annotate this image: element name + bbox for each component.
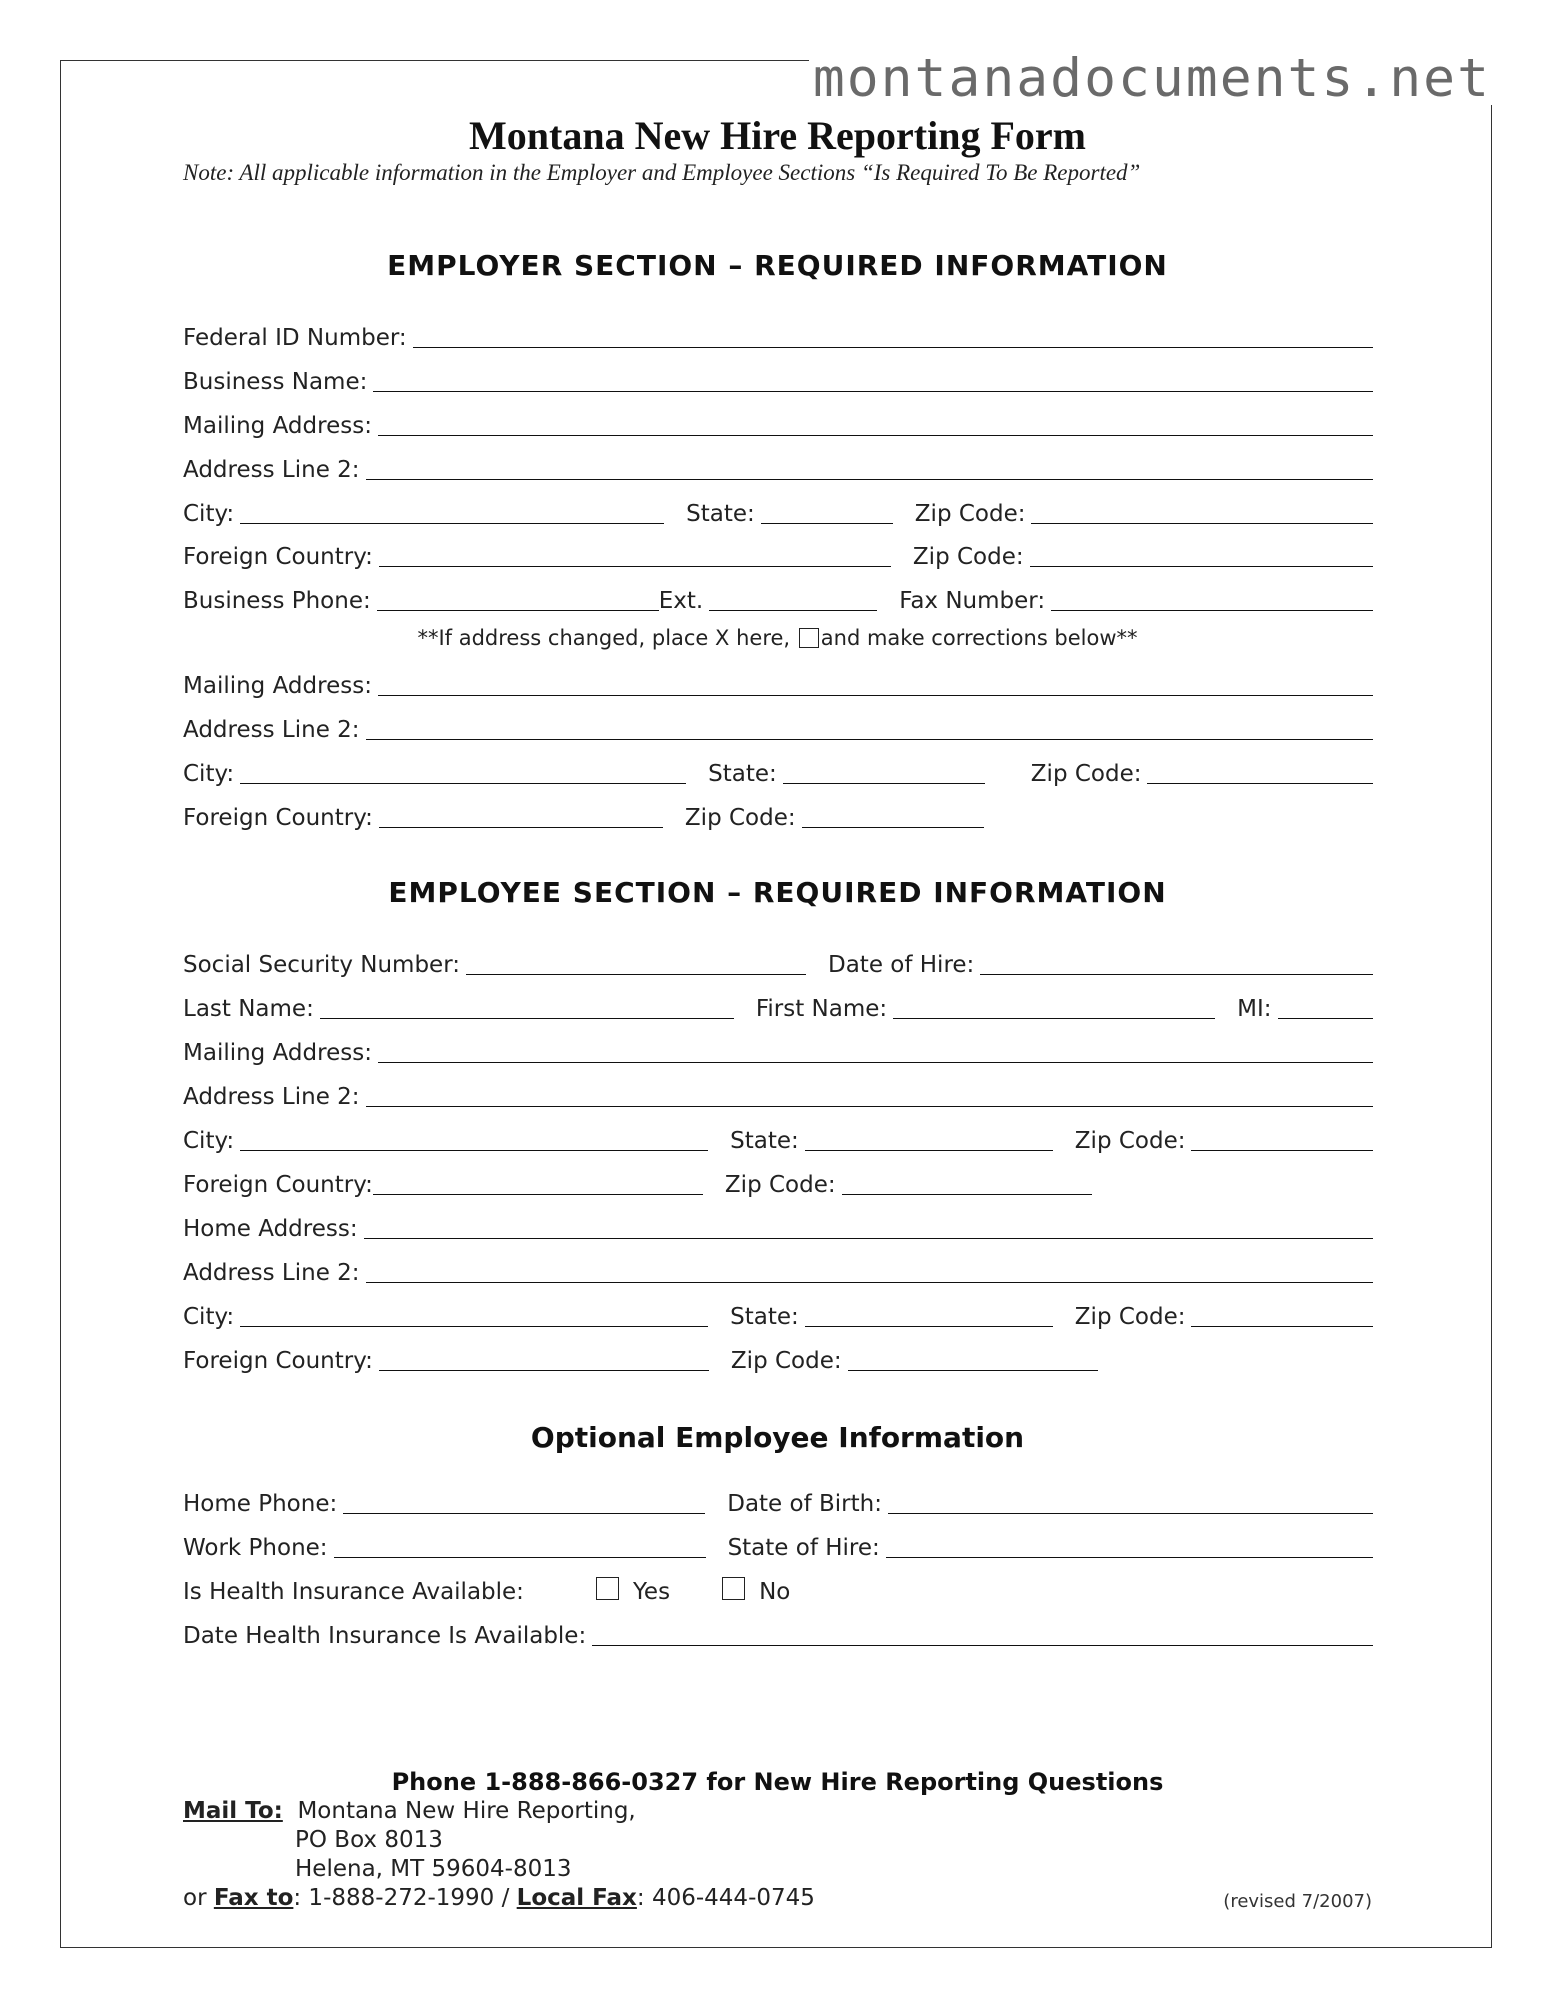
state-of-hire-field[interactable] xyxy=(886,1533,1373,1558)
employee-zip-code-field[interactable] xyxy=(1191,1126,1373,1151)
zip-code-label: Zip Code: xyxy=(1074,1304,1186,1330)
first-name-label: First Name: xyxy=(755,996,888,1022)
form-title: Montana New Hire Reporting Form xyxy=(469,113,1086,158)
employee-name-row xyxy=(183,983,1373,1023)
home-address-line2-field[interactable] xyxy=(366,1258,1373,1283)
ext-field[interactable] xyxy=(709,586,877,611)
employer-city-row xyxy=(183,488,1373,528)
employer-new-mailing-address-row xyxy=(183,660,1373,700)
watermark: montanadocuments.net xyxy=(809,52,1495,105)
home-address-field[interactable] xyxy=(364,1214,1373,1239)
new-mailing-address-field[interactable] xyxy=(378,671,1373,696)
date-of-hire-label: Date of Hire: xyxy=(828,952,975,978)
federal-id-label: Federal ID Number: xyxy=(183,325,407,351)
state-label: State: xyxy=(730,1304,799,1330)
fax-line xyxy=(183,1884,815,1913)
home-foreign-country-field[interactable] xyxy=(379,1346,709,1371)
zip-code-label: Zip Code: xyxy=(1074,1128,1186,1154)
health-insurance-no-checkbox[interactable] xyxy=(722,1577,745,1600)
middle-initial-label: MI: xyxy=(1237,996,1272,1022)
employer-address-line2-row xyxy=(183,444,1373,484)
employer-business-phone-row xyxy=(183,575,1373,615)
address-changed-text-post: and make corrections below** xyxy=(820,626,1138,650)
employee-city-row xyxy=(183,1115,1373,1155)
health-insurance-yes-checkbox[interactable] xyxy=(596,1577,619,1600)
employer-federal-id-row xyxy=(183,312,1373,352)
home-phone-label: Home Phone: xyxy=(183,1491,338,1517)
fax-number-field[interactable] xyxy=(1051,586,1373,611)
business-name-label: Business Name: xyxy=(183,369,368,395)
ssn-field[interactable] xyxy=(466,950,806,975)
last-name-field[interactable] xyxy=(320,994,734,1019)
employer-new-foreign-country-row xyxy=(183,792,1373,832)
or-text: or xyxy=(183,1885,207,1911)
state-label: State: xyxy=(708,761,777,787)
home-city-field[interactable] xyxy=(240,1302,708,1327)
address-line2-label: Address Line 2: xyxy=(183,1260,360,1286)
home-foreign-zip-field[interactable] xyxy=(848,1346,1098,1371)
zip-code-label: Zip Code: xyxy=(914,501,1026,527)
foreign-country-label: Foreign Country: xyxy=(183,1348,373,1374)
mail-to-line3: Helena, MT 59604-8013 xyxy=(295,1856,572,1882)
ext-label: Ext. xyxy=(658,588,704,614)
mail-to-label: Mail To: xyxy=(183,1798,283,1824)
date-health-insurance-field[interactable] xyxy=(592,1621,1373,1646)
employee-section-heading: EMPLOYEE SECTION – REQUIRED INFORMATION xyxy=(388,876,1167,909)
form-note: Note: All applicable information in the Employer and Employee Sections “Is Required To Be Reported” xyxy=(183,160,1141,185)
city-label: City: xyxy=(183,1128,235,1154)
optional-section-heading: Optional Employee Information xyxy=(530,1421,1025,1454)
employee-home-address-row xyxy=(183,1203,1373,1243)
mail-to-line2: PO Box 8013 xyxy=(295,1827,443,1853)
work-phone-label: Work Phone: xyxy=(183,1535,328,1561)
employer-new-city-row xyxy=(183,748,1373,788)
business-name-field[interactable] xyxy=(373,367,1373,392)
mailing-address-label: Mailing Address: xyxy=(183,673,372,699)
home-zip-code-field[interactable] xyxy=(1191,1302,1373,1327)
date-of-hire-field[interactable] xyxy=(980,950,1373,975)
optional-work-phone-row xyxy=(183,1522,1373,1562)
zip-code-label: Zip Code: xyxy=(684,805,796,831)
employee-home-address-line2-row xyxy=(183,1247,1373,1287)
employer-business-name-row xyxy=(183,356,1373,396)
employer-new-address-line2-row xyxy=(183,704,1373,744)
mailing-address-field[interactable] xyxy=(378,411,1373,436)
employee-foreign-country-row xyxy=(183,1159,1373,1199)
foreign-country-label: Foreign Country: xyxy=(183,805,373,831)
employee-state-field[interactable] xyxy=(805,1126,1053,1151)
foreign-country-field[interactable] xyxy=(379,542,891,567)
state-field[interactable] xyxy=(761,499,893,524)
date-health-insurance-label: Date Health Insurance Is Available: xyxy=(183,1623,587,1649)
business-phone-label: Business Phone: xyxy=(183,588,371,614)
city-field[interactable] xyxy=(240,499,664,524)
optional-date-health-row xyxy=(183,1610,1373,1650)
optional-health-insurance-row xyxy=(183,1566,1373,1606)
foreign-country-label: Foreign Country: xyxy=(183,1172,373,1198)
home-address-label: Home Address: xyxy=(183,1216,358,1242)
employee-home-city-row xyxy=(183,1291,1373,1331)
last-name-label: Last Name: xyxy=(183,996,314,1022)
employee-address-line2-field[interactable] xyxy=(366,1082,1373,1107)
new-address-line2-field[interactable] xyxy=(366,715,1373,740)
foreign-country-label: Foreign Country: xyxy=(183,544,373,570)
mail-to-line xyxy=(183,1797,636,1826)
footer-phone-line: Phone 1-888-866-0327 for New Hire Reporting Questions xyxy=(391,1768,1164,1796)
employer-foreign-country-row xyxy=(183,531,1373,571)
no-label: No xyxy=(759,1579,791,1605)
employee-mailing-address-row xyxy=(183,1027,1373,1067)
local-fax-number: : 406-444-0745 xyxy=(636,1885,815,1911)
employee-address-line2-row xyxy=(183,1071,1373,1111)
state-label: State: xyxy=(730,1128,799,1154)
zip-code-label: Zip Code: xyxy=(730,1348,842,1374)
employee-mailing-address-field[interactable] xyxy=(378,1038,1373,1063)
employee-home-foreign-country-row xyxy=(183,1335,1373,1375)
address-line2-label: Address Line 2: xyxy=(183,457,360,483)
new-foreign-country-field[interactable] xyxy=(379,803,663,828)
address-line2-field[interactable] xyxy=(366,455,1373,480)
zip-code-label: Zip Code: xyxy=(1030,761,1142,787)
mailing-address-label: Mailing Address: xyxy=(183,1040,372,1066)
fax-to-label: Fax to xyxy=(213,1885,294,1911)
employee-ssn-row xyxy=(183,939,1373,979)
home-phone-field[interactable] xyxy=(343,1489,705,1514)
employer-mailing-address-row xyxy=(183,400,1373,440)
local-fax-label: Local Fax xyxy=(516,1885,637,1911)
first-name-field[interactable] xyxy=(893,994,1215,1019)
fax-number-label: Fax Number: xyxy=(899,588,1046,614)
work-phone-field[interactable] xyxy=(334,1533,706,1558)
mail-to-line1: Montana New Hire Reporting, xyxy=(297,1798,636,1824)
new-zip-code-field-2[interactable] xyxy=(802,803,984,828)
date-of-birth-label: Date of Birth: xyxy=(727,1491,882,1517)
address-changed-note xyxy=(0,626,1555,650)
address-line2-label: Address Line 2: xyxy=(183,717,360,743)
business-phone-field[interactable] xyxy=(377,586,659,611)
state-of-hire-label: State of Hire: xyxy=(727,1535,880,1561)
new-state-field[interactable] xyxy=(783,759,985,784)
optional-home-phone-row xyxy=(183,1478,1373,1518)
mailing-address-label: Mailing Address: xyxy=(183,413,372,439)
middle-initial-field[interactable] xyxy=(1278,994,1373,1019)
date-of-birth-field[interactable] xyxy=(888,1489,1373,1514)
new-city-field[interactable] xyxy=(240,759,686,784)
city-label: City: xyxy=(183,761,235,787)
new-zip-code-field[interactable] xyxy=(1147,759,1373,784)
yes-label: Yes xyxy=(632,1579,671,1605)
employee-city-field[interactable] xyxy=(240,1126,708,1151)
ssn-label: Social Security Number: xyxy=(183,952,460,978)
address-line2-label: Address Line 2: xyxy=(183,1084,360,1110)
revised-date: (revised 7/2007) xyxy=(1223,1891,1372,1912)
zip-code-field[interactable] xyxy=(1031,499,1373,524)
federal-id-field[interactable] xyxy=(413,323,1373,348)
state-label: State: xyxy=(686,501,755,527)
employer-section-heading: EMPLOYER SECTION – REQUIRED INFORMATION xyxy=(387,249,1168,282)
fax-to-number: : 1-888-272-1990 / xyxy=(293,1885,510,1911)
city-label: City: xyxy=(183,501,235,527)
zip-code-field[interactable] xyxy=(1030,542,1373,567)
address-changed-text-pre: **If address changed, place X here, xyxy=(417,626,791,650)
zip-code-label: Zip Code: xyxy=(724,1172,836,1198)
address-changed-checkbox[interactable] xyxy=(799,628,819,648)
zip-code-label: Zip Code: xyxy=(912,544,1024,570)
home-state-field[interactable] xyxy=(805,1302,1053,1327)
health-insurance-label: Is Health Insurance Available: xyxy=(183,1579,524,1605)
employee-foreign-country-field[interactable] xyxy=(373,1170,703,1195)
employee-foreign-zip-field[interactable] xyxy=(842,1170,1092,1195)
city-label: City: xyxy=(183,1304,235,1330)
